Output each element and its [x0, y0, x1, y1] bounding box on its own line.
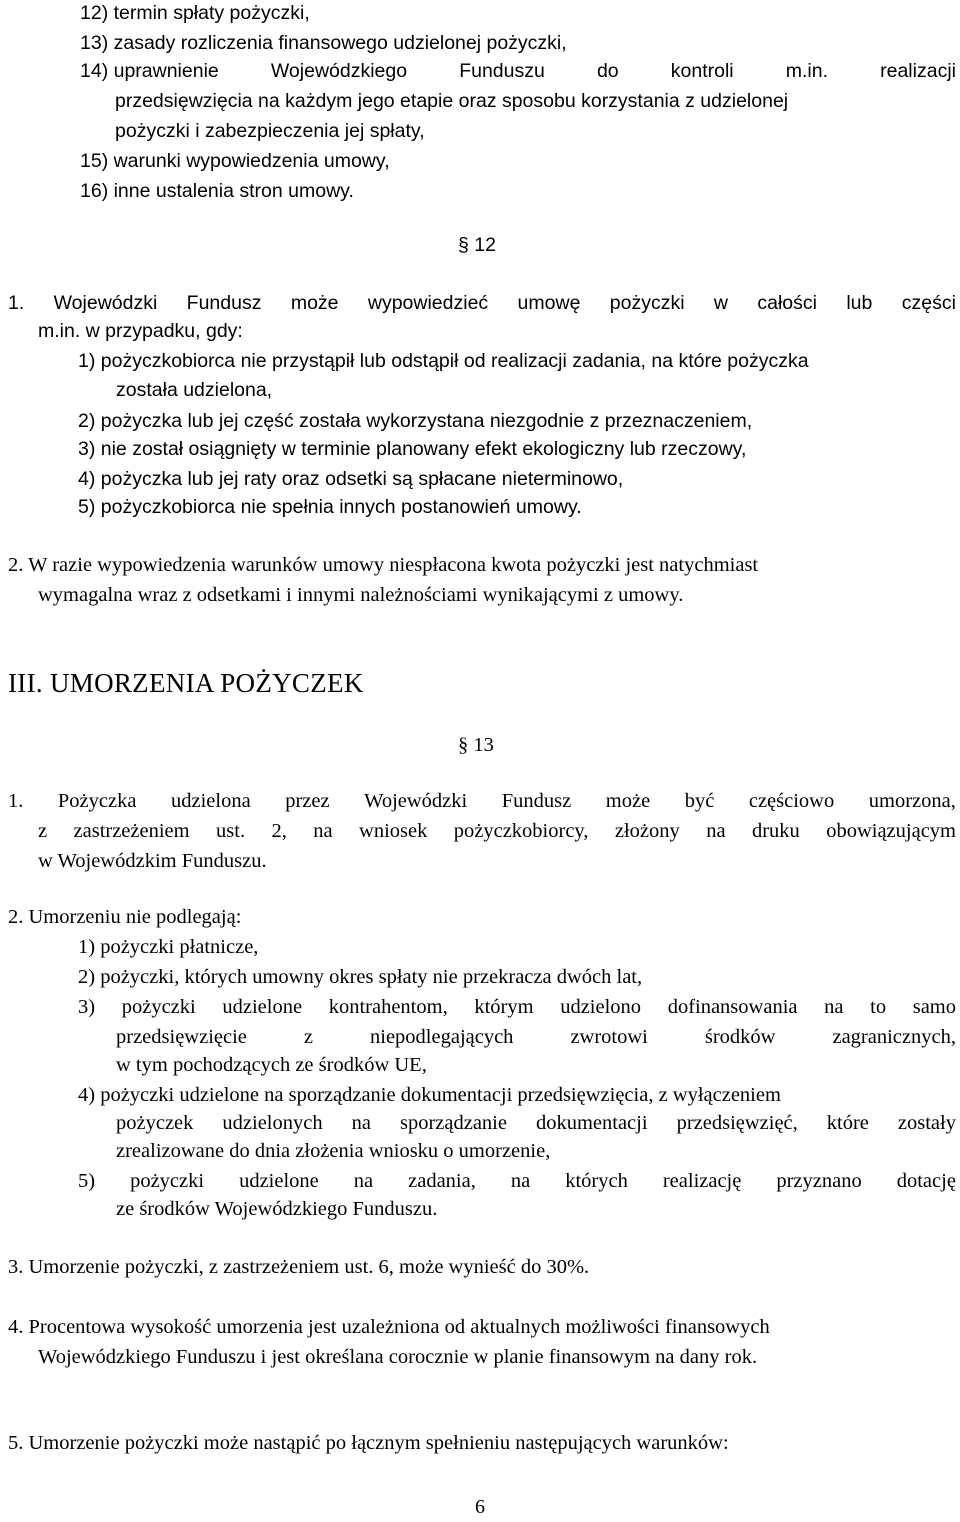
word: pożyczki	[121, 996, 196, 1018]
word: na	[351, 1112, 371, 1134]
para13-point2-intro: 2. Umorzeniu nie podlegają:	[8, 906, 242, 928]
word: częściowo	[748, 790, 835, 812]
section-heading-13: § 13	[458, 734, 494, 756]
para13-point4-line2: Wojewódzkiego Funduszu i jest określana corocznie w planie finansowym na dany rok.	[38, 1346, 758, 1368]
word: których	[565, 1170, 628, 1192]
word: samo	[912, 996, 956, 1018]
word: Fundusz	[501, 790, 572, 812]
word: z	[303, 1026, 313, 1048]
list-item-12: 12) termin spłaty pożyczki,	[80, 2, 310, 24]
para13-item3-line2	[116, 1022, 956, 1052]
para13-point5: 5. Umorzenie pożyczki może nastąpić po łącznym spełnieniu następujących warunków:	[8, 1432, 729, 1454]
word: środków	[704, 1026, 776, 1048]
word: Wojewódzki	[53, 292, 158, 314]
word: którym	[474, 996, 534, 1018]
word: wniosek	[359, 820, 428, 842]
word: lub	[846, 292, 873, 314]
word: umowę	[517, 292, 581, 314]
word: Wojewódzkiego	[270, 60, 408, 82]
word: zostały	[897, 1112, 956, 1134]
word: obowiązującym	[826, 820, 956, 842]
para12-item5: 5) pożyczkobiorca nie spełnia innych postanowień umowy.	[78, 496, 582, 518]
word: ust.	[216, 820, 246, 842]
para12-point2-line1: 2. W razie wypowiedzenia warunków umowy niespłacona kwota pożyczki jest natychmiast	[8, 554, 759, 576]
word: udzielonych	[222, 1112, 323, 1134]
word: m.in.	[785, 60, 829, 82]
para12-item3: 3) nie został osiągnięty w terminie planowany efekt ekologiczny lub rzeczowy,	[78, 438, 747, 460]
word: na	[510, 1170, 531, 1192]
word: na	[706, 820, 726, 842]
word: pożyczki	[609, 292, 685, 314]
para13-item1: 1) pożyczki płatnicze,	[78, 936, 259, 958]
list-item-14-line2: przedsięwzięcia na każdym jego etapie oraz sposobu korzystania z udzielonej	[115, 90, 789, 112]
word: udzielono	[560, 996, 642, 1018]
word: pożyczek	[116, 1112, 194, 1134]
word: dokumentacji	[535, 1112, 648, 1134]
para12-item1-line1: 1) pożyczkobiorca nie przystąpił lub odstąpił od realizacji zadania, na które pożyczka	[78, 350, 809, 372]
word: dotację	[896, 1170, 956, 1192]
word: przyznano	[776, 1170, 862, 1192]
para13-point1-line1	[8, 786, 956, 816]
word: może	[290, 292, 339, 314]
word: pożyczkobiorcy,	[453, 820, 589, 842]
word: 14) uprawnienie	[80, 60, 219, 82]
list-item-13: 13) zasady rozliczenia finansowego udzielonej pożyczki,	[80, 32, 567, 54]
word: udzielone	[222, 996, 303, 1018]
para13-point4-line1: 4. Procentowa wysokość umorzenia jest uzależniona od aktualnych możliwości finansowych	[8, 1316, 770, 1338]
para12-point1-line2: m.in. w przypadku, gdy:	[38, 320, 243, 342]
word: w	[713, 292, 729, 314]
word: Fundusz	[186, 292, 262, 314]
word: dofinansowania	[667, 996, 798, 1018]
para12-item4: 4) pożyczka lub jej raty oraz odsetki są spłacane nieterminowo,	[78, 468, 624, 490]
word: zagranicznych,	[832, 1026, 956, 1048]
word: przedsięwzięć,	[676, 1112, 798, 1134]
para13-point1-line2	[38, 816, 956, 846]
para13-item3-line3: w tym pochodzących ze środków UE,	[116, 1054, 427, 1076]
word: które	[826, 1112, 869, 1134]
list-item-14-line3: pożyczki i zabezpieczenia jej spłaty,	[115, 120, 425, 142]
para13-item2: 2) pożyczki, których umowny okres spłaty nie przekracza dwóch lat,	[78, 966, 643, 988]
section-heading-12: § 12	[458, 234, 496, 256]
word: udzielona	[170, 790, 251, 812]
word: sporządzanie	[399, 1112, 507, 1134]
para12-point1-line1	[8, 288, 956, 318]
word: zwrotowi	[570, 1026, 648, 1048]
word: umorzona,	[868, 790, 956, 812]
word: kontroli	[670, 60, 734, 82]
word: na	[353, 1170, 374, 1192]
word: do	[596, 60, 619, 82]
para13-item4-line1: 4) pożyczki udzielone na sporządzanie dokumentacji przedsięwzięcia, z wyłączeniem	[78, 1084, 781, 1106]
list-item-14-line1	[80, 56, 956, 86]
word: udzielone	[239, 1170, 319, 1192]
word: druku	[751, 820, 800, 842]
word: całości	[757, 292, 817, 314]
para12-item1-line2: została udzielona,	[116, 379, 273, 401]
para13-point3: 3. Umorzenie pożyczki, z zastrzeżeniem ust. 6, może wynieść do 30%.	[8, 1256, 590, 1278]
word: przez	[285, 790, 330, 812]
chapter-heading: III. UMORZENIA POŻYCZEK	[8, 668, 364, 698]
para13-point1-line3: w Wojewódzkim Funduszu.	[38, 850, 267, 872]
word: zastrzeżeniem	[73, 820, 190, 842]
word: 3)	[78, 996, 96, 1018]
list-item-15: 15) warunki wypowiedzenia umowy,	[80, 150, 390, 172]
word: Pożyczka	[57, 790, 137, 812]
word: wypowiedzieć	[367, 292, 489, 314]
word: na	[313, 820, 333, 842]
word: zadania,	[408, 1170, 476, 1192]
word: na	[824, 996, 844, 1018]
word: z	[38, 820, 48, 842]
para13-item3-line1	[78, 992, 956, 1022]
word: realizacji	[880, 60, 956, 82]
para13-item4-line2	[116, 1108, 956, 1138]
word: kontrahentom,	[328, 996, 448, 1018]
word: być	[684, 790, 715, 812]
word: 1.	[8, 790, 24, 812]
para13-item4-line3: zrealizowane do dnia złożenia wniosku o umorzenie,	[116, 1140, 551, 1162]
list-item-16: 16) inne ustalenia stron umowy.	[80, 180, 354, 202]
para13-item5-line1	[78, 1166, 956, 1196]
page-number: 6	[475, 1496, 485, 1518]
word: przedsięwzięcie	[116, 1026, 247, 1048]
word: niepodlegających	[370, 1026, 514, 1048]
word: złożony	[614, 820, 680, 842]
word: pożyczki	[130, 1170, 205, 1192]
word: może	[605, 790, 651, 812]
para13-item5-line2: ze środków Wojewódzkiego Funduszu.	[116, 1198, 438, 1220]
word: 1.	[8, 292, 25, 314]
word: Wojewódzki	[364, 790, 468, 812]
word: Funduszu	[459, 60, 545, 82]
word: 5)	[78, 1170, 96, 1192]
para12-point2-line2: wymagalna wraz z odsetkami i innymi należnościami wynikającymi z umowy.	[38, 584, 684, 606]
word: 2,	[271, 820, 287, 842]
word: to	[870, 996, 887, 1018]
word: części	[901, 292, 956, 314]
para12-item2: 2) pożyczka lub jej część została wykorzystana niezgodnie z przeznaczeniem,	[78, 410, 753, 432]
word: realizację	[662, 1170, 742, 1192]
